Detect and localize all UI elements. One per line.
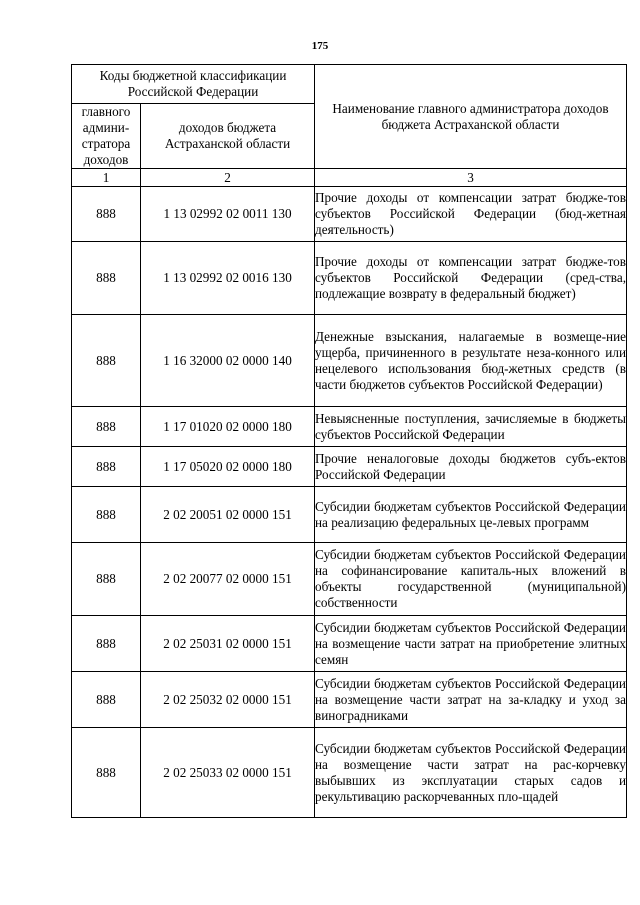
revenue-name: Прочие неналоговые доходы бюджетов субъ-ектов Российской Федерации (315, 447, 627, 487)
column-number-2: 2 (141, 169, 315, 187)
revenue-code: 2 02 25032 02 0000 151 (141, 672, 315, 728)
table-row (72, 187, 627, 242)
table-row (72, 616, 627, 672)
revenue-name: Субсидии бюджетам субъектов Российской Федерации на возмещение части затрат на рас-корчевку выбывших из эксплуатации старых садов и рекультивацию раскорчеванных пло-щадей (315, 728, 627, 818)
revenue-code: 1 17 01020 02 0000 180 (141, 407, 315, 447)
revenue-name: Прочие доходы от компенсации затрат бюдже-тов субъектов Российской Федерации (сред-ства, подлежащие возврату в федеральный бюджет) (315, 242, 627, 315)
revenue-code-header: доходов бюджета Астраханской области (141, 104, 315, 169)
revenue-name: Невыясненные поступления, зачисляемые в бюджеты субъектов Российской Федерации (315, 407, 627, 447)
revenue-code: 2 02 25033 02 0000 151 (141, 728, 315, 818)
revenue-code: 1 17 05020 02 0000 180 (141, 447, 315, 487)
revenue-code: 1 13 02992 02 0011 130 (141, 187, 315, 242)
table-row (72, 728, 627, 818)
revenue-name: Субсидии бюджетам субъектов Российской Федерации на софинансирование капиталь-ных вложений в объекты государственной (муниципальной) собственности (315, 543, 627, 616)
admin-code: 888 (72, 728, 141, 818)
admin-code: 888 (72, 487, 141, 543)
revenue-name: Денежные взыскания, налагаемые в возмеще-ние ущерба, причиненного в результате неза-конного или нецелевого использования бюд-жетных средств (в части бюджетов субъектов Российской Федерации) (315, 315, 627, 407)
revenue-name: Субсидии бюджетам субъектов Российской Федерации на возмещение части затрат на приобретение элитных семян (315, 616, 627, 672)
table-row (72, 487, 627, 543)
admin-code: 888 (72, 447, 141, 487)
budget-classification-table (71, 64, 627, 818)
admin-code: 888 (72, 616, 141, 672)
revenue-code: 2 02 20051 02 0000 151 (141, 487, 315, 543)
admin-code: 888 (72, 315, 141, 407)
admin-code: 888 (72, 672, 141, 728)
admin-code: 888 (72, 242, 141, 315)
table-row (72, 672, 627, 728)
table-row (72, 242, 627, 315)
page-number: 175 (311, 40, 329, 52)
revenue-code: 2 02 20077 02 0000 151 (141, 543, 315, 616)
administrator-name-header: Наименование главного администратора доходов бюджета Астраханской области (315, 65, 627, 169)
table-row (72, 447, 627, 487)
classification-codes-header: Коды бюджетной классификации Российской Федерации (72, 65, 315, 104)
admin-code: 888 (72, 543, 141, 616)
revenue-code: 2 02 25031 02 0000 151 (141, 616, 315, 672)
revenue-name: Субсидии бюджетам субъектов Российской Федерации на возмещение части затрат на за-кладку и уход за виноградниками (315, 672, 627, 728)
table-row (72, 315, 627, 407)
revenue-code: 1 16 32000 02 0000 140 (141, 315, 315, 407)
table-row (72, 543, 627, 616)
chief-administrator-header: главного админи-стратора доходов (72, 104, 141, 169)
admin-code: 888 (72, 187, 141, 242)
column-number-1: 1 (72, 169, 141, 187)
revenue-code: 1 13 02992 02 0016 130 (141, 242, 315, 315)
revenue-name: Прочие доходы от компенсации затрат бюдже-тов субъектов Российской Федерации (бюд-жетная деятельность) (315, 187, 627, 242)
column-number-3: 3 (315, 169, 627, 187)
admin-code: 888 (72, 407, 141, 447)
table-row (72, 407, 627, 447)
revenue-name: Субсидии бюджетам субъектов Российской Федерации на реализацию федеральных це-левых программ (315, 487, 627, 543)
